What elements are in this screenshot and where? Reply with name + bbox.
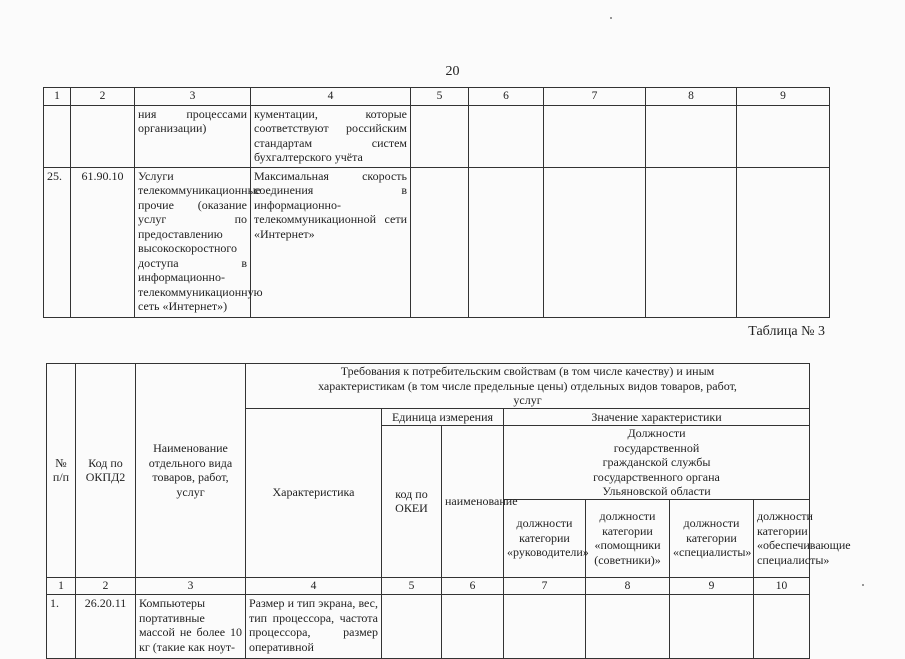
table-row xyxy=(47,595,810,659)
col-num: 5 xyxy=(382,577,442,595)
row-number: 1. xyxy=(47,595,76,659)
column-number-row xyxy=(44,88,830,106)
col-num: 6 xyxy=(442,577,504,595)
col-num: 2 xyxy=(76,577,136,595)
header-positions: Должности государственной гражданской службы государственного органа Ульяновской области xyxy=(504,426,810,500)
header-unit: Единица измерения xyxy=(382,408,504,426)
col-num: 3 xyxy=(135,88,251,106)
header-pos-heads: должности категории «руководители» xyxy=(504,499,586,577)
header-code: Код по ОКПД2 xyxy=(76,364,136,578)
header-pos-specialists: должности категории «специалисты» xyxy=(670,499,754,577)
header-pos-support: должности категории «обеспечивающие специалисты» xyxy=(754,499,810,577)
col-num: 8 xyxy=(586,577,670,595)
table-row xyxy=(44,105,830,167)
header-unit-code: код по ОКЕИ xyxy=(382,426,442,578)
table-caption: Таблица № 3 xyxy=(748,324,825,339)
scan-speck xyxy=(610,17,612,19)
col-num: 2 xyxy=(71,88,135,106)
header-name: Наименование отдельного вида товаров, работ, услуг xyxy=(136,364,246,578)
table-row xyxy=(44,167,830,317)
col-num: 9 xyxy=(737,88,830,106)
row-name: Компьютеры портативные массой не более 10 кг (такие как ноут- xyxy=(136,595,246,659)
page-number: 20 xyxy=(445,64,460,79)
header-pos-assistants: должности категории «помощники (советники)» xyxy=(586,499,670,577)
col-num: 7 xyxy=(544,88,646,106)
row-number: 25. xyxy=(44,167,71,317)
row-name: Услуги телекоммуникационные прочие (оказание услуг по предоставлению высокоскоростного доступа в информационно-телекоммуникационную сеть «Интернет») xyxy=(135,167,251,317)
header-num: № п/п xyxy=(47,364,76,578)
header-characteristic: Характеристика xyxy=(246,408,382,577)
col-num: 9 xyxy=(670,577,754,595)
table-continuation xyxy=(43,87,830,318)
col-num: 4 xyxy=(251,88,411,106)
col-num: 8 xyxy=(646,88,737,106)
row-characteristic: Максимальная скорость соединения в информационно-телекоммуникационной сети «Интернет» xyxy=(251,167,411,317)
table-3 xyxy=(46,363,851,659)
row-code: 26.20.11 xyxy=(76,595,136,659)
row-characteristic: Размер и тип экрана, вес, тип процессора, частота процессора, размер оперативной xyxy=(246,595,382,659)
col-num: 6 xyxy=(469,88,544,106)
header-requirements: Требования к потребительским свойствам (в том числе качеству) и иным характеристикам (в том числе предельные цены) отдельных видов товаров, работ, услуг xyxy=(246,364,810,409)
col-num: 1 xyxy=(47,577,76,595)
row-name: ния процессами организации) xyxy=(135,105,251,167)
row-characteristic: кументации, которые соответствуют российским стандартам систем бухгалтерского учёта xyxy=(251,105,411,167)
column-number-row xyxy=(47,577,810,595)
col-num: 4 xyxy=(246,577,382,595)
row-code: 61.90.10 xyxy=(71,167,135,317)
col-num: 7 xyxy=(504,577,586,595)
header-value: Значение характеристики xyxy=(504,408,810,426)
scan-speck xyxy=(862,584,864,586)
col-num: 1 xyxy=(44,88,71,106)
col-num: 10 xyxy=(754,577,810,595)
header-unit-name: наименование xyxy=(442,426,504,578)
col-num: 3 xyxy=(136,577,246,595)
col-num: 5 xyxy=(411,88,469,106)
